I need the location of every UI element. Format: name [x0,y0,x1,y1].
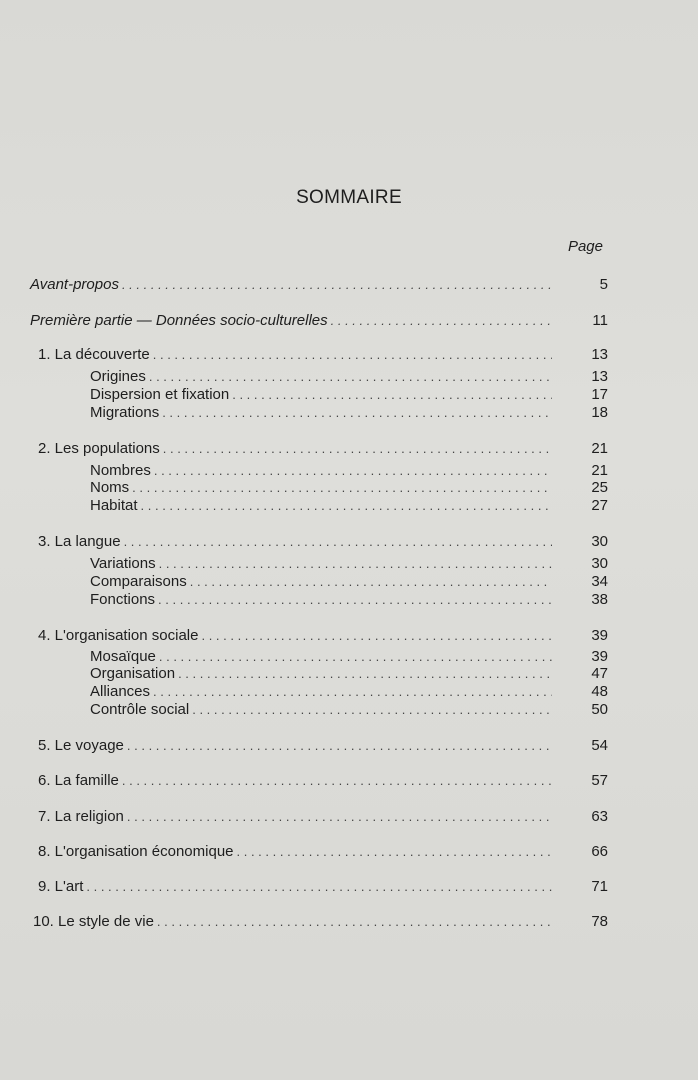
toc-subentry [90,462,608,480]
dot-leader [232,386,552,404]
toc-entry-label: Mosaïque [90,648,156,665]
toc-entry-label: Migrations [90,404,160,421]
toc-subentry [90,573,608,591]
toc-entry-page-number: 50 [591,701,608,718]
toc-subentry [90,665,608,683]
toc-entry [30,276,608,294]
toc-entry-label: 1. La découverte [38,346,150,363]
dot-leader [163,440,552,458]
toc-entry-label: 8. L'organisation économique [38,843,234,860]
toc-subentry [90,701,608,719]
toc-entry-label: Fonctions [90,591,156,608]
toc-subentry [90,386,608,404]
toc-entry-label: Contrôle social [90,701,190,718]
dot-leader [178,665,552,683]
toc-entry-page-number: 18 [591,404,608,421]
toc-entry-page-number: 66 [591,843,608,860]
toc-subentry [90,648,608,666]
toc-entry-page-number: 38 [591,591,608,608]
page-column-label: Page [567,238,603,255]
toc-entry-page-number: 27 [591,497,608,514]
toc-entry [33,913,608,931]
toc-entry-label: Dispersion et fixation [90,386,230,403]
toc-entry [38,627,608,645]
dot-leader [159,648,552,666]
toc-entry-label: Habitat [90,497,138,514]
toc-entry-label: Première partie — Données socio-culturelles [30,312,328,329]
dot-leader [237,843,553,861]
toc-subentry [90,555,608,573]
toc-entry-page-number: 13 [591,368,608,385]
toc-subentry [90,591,608,609]
toc-entry-page-number: 34 [591,573,608,590]
toc-entry-page-number: 21 [591,440,608,457]
toc-entry-page-number: 63 [591,808,608,825]
toc-entry-label: Organisation [90,665,176,682]
toc-subentry [90,497,608,515]
toc-subentry [90,368,608,386]
dot-leader [141,497,552,515]
dot-leader [153,683,552,701]
dot-leader [154,462,552,480]
dot-leader [157,913,552,931]
toc-entry-label: 9. L'art [38,878,84,895]
toc-entry-page-number: 54 [591,737,608,754]
toc-entry-label: Nombres [90,462,151,479]
dot-leader [86,878,552,896]
dot-leader [122,772,552,790]
toc-entry [38,843,608,861]
toc-entry-label: Origines [90,368,146,385]
toc-entry-page-number: 17 [591,386,608,403]
toc-entry-label: Alliances [90,683,151,700]
dot-leader [149,368,552,386]
toc-entry-page-number: 57 [591,772,608,789]
toc-entry-page-number: 11 [592,312,608,329]
toc-entry-label: Comparaisons [90,573,187,590]
dot-leader [153,346,552,364]
dot-leader [201,627,552,645]
toc-entry-page-number: 78 [591,913,608,930]
toc-entry [38,772,608,790]
dot-leader [159,555,552,573]
toc-entry [30,312,608,330]
toc-subentry [90,479,608,497]
toc-entry [38,737,608,755]
toc-entry-label: Noms [90,479,130,496]
dot-leader [124,533,552,551]
toc-subentry [90,404,608,422]
toc-subentry [90,683,608,701]
toc-entry [38,440,608,458]
toc-entry-page-number: 39 [591,627,608,644]
dot-leader [127,808,552,826]
toc-entry-page-number: 13 [591,346,608,363]
toc-entry-page-number: 5 [599,276,608,293]
toc-entry-page-number: 25 [591,479,608,496]
toc-entry-label: 3. La langue [38,533,121,550]
dot-leader [122,276,552,294]
toc-entry-page-number: 30 [591,555,608,572]
toc-entry [38,533,608,551]
toc-entry-label: 7. La religion [38,808,124,825]
toc-entry-page-number: 30 [591,533,608,550]
toc-entry-page-number: 47 [591,665,608,682]
toc-entry-page-number: 48 [591,683,608,700]
page-title: SOMMAIRE [296,187,402,208]
dot-leader [331,312,552,330]
toc-entry-label: Avant-propos [30,276,119,293]
toc-entry-page-number: 39 [591,648,608,665]
dot-leader [132,479,552,497]
dot-leader [162,404,552,422]
toc-entry-label: 5. Le voyage [38,737,124,754]
dot-leader [192,701,552,719]
toc-entry-label: 6. La famille [38,772,119,789]
toc-entry-label: 10. Le style de vie [33,913,154,930]
toc-entry [38,346,608,364]
toc-entry-label: Variations [90,555,156,572]
toc-entry-label: 2. Les populations [38,440,160,457]
toc-entry-label: 4. L'organisation sociale [38,627,199,644]
dot-leader [158,591,552,609]
toc-entry-page-number: 71 [591,878,608,895]
toc-entry [38,878,608,896]
toc-entry-page-number: 21 [591,462,608,479]
dot-leader [127,737,552,755]
dot-leader [190,573,552,591]
toc-entry [38,808,608,826]
